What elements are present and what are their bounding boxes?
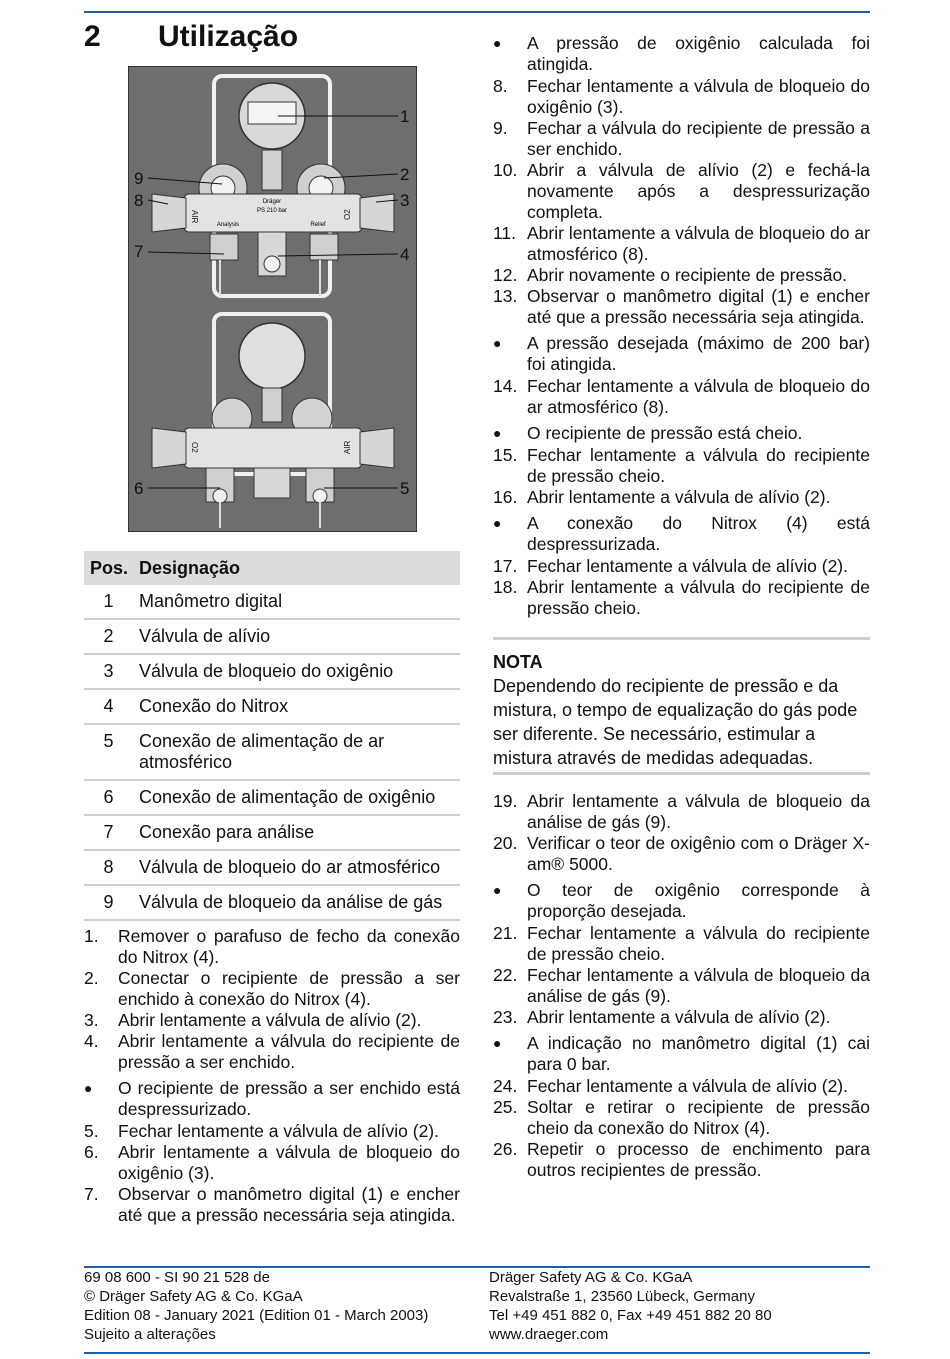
footer-left	[84, 1268, 428, 1344]
callout-6: 6	[134, 479, 144, 498]
right-column	[493, 28, 870, 1181]
step-text: Fechar a válvula do recipiente de pressão a ser enchido.	[527, 118, 870, 159]
step-text: Remover o parafuso de fecho da conexão do Nitrox (4).	[118, 926, 460, 967]
legend-designation: Válvula de bloqueio do ar atmosférico	[133, 850, 460, 885]
figure-brand-label: Dräger	[262, 199, 282, 205]
legend-pos: 7	[84, 815, 133, 850]
legend-table	[84, 551, 460, 921]
step-text: O recipiente de pressão está cheio.	[527, 423, 803, 443]
step-text: Abrir lentamente a válvula de alívio (2).	[118, 1010, 422, 1030]
step-text: Abrir lentamente a válvula de bloqueio do oxigênio (3).	[118, 1142, 460, 1183]
step-item	[84, 1010, 460, 1031]
callout-7: 7	[134, 242, 144, 261]
legend-pos: 8	[84, 850, 133, 885]
step-item	[493, 923, 870, 965]
footer-left-line: Edition 08 - January 2021 (Edition 01 - March 2003)	[84, 1307, 429, 1324]
figure-model-label: PS 210 bar	[256, 208, 288, 214]
step-item	[493, 265, 870, 286]
legend-pos: 4	[84, 689, 133, 724]
footer-right	[489, 1268, 772, 1344]
step-item	[493, 833, 870, 875]
step-text: Repetir o processo de enchimento para outros recipientes de pressão.	[527, 1139, 870, 1180]
legend-designation: Válvula de bloqueio da análise de gás	[133, 885, 460, 920]
legend-row	[84, 850, 460, 885]
step-item	[84, 1142, 460, 1184]
step-text: Abrir lentamente a válvula do recipiente de pressão cheio.	[527, 577, 870, 618]
step-number: 2.	[84, 968, 99, 988]
step-text: Abrir lentamente a válvula de alívio (2).	[527, 1007, 831, 1027]
step-item	[84, 1031, 460, 1073]
step-text: Abrir lentamente a válvula do recipiente de pressão a ser enchido.	[118, 1031, 460, 1072]
legend-pos: 5	[84, 724, 133, 780]
result-bullet-item	[493, 33, 870, 75]
legend-designation: Conexão do Nitrox	[133, 689, 460, 724]
footer-right-line: Dräger Safety AG & Co. KGaA	[489, 1269, 693, 1286]
result-bullet-item	[493, 423, 870, 444]
step-number: 4.	[84, 1031, 99, 1051]
step-item	[493, 577, 870, 619]
result-bullet-item	[493, 333, 870, 375]
step-number: 6.	[84, 1142, 99, 1162]
legend-row	[84, 689, 460, 724]
step-number: 20.	[493, 833, 518, 853]
result-bullet-item	[493, 880, 870, 922]
figure-air-label-upper: AIR	[190, 210, 199, 224]
legend-designation: Conexão de alimentação de ar atmosférico	[133, 724, 460, 780]
step-number: 23.	[493, 1007, 518, 1027]
legend-row	[84, 885, 460, 920]
step-item	[84, 1121, 460, 1142]
footer-right-line: Tel +49 451 882 0, Fax +49 451 882 20 80	[489, 1307, 772, 1324]
step-text: Fechar lentamente a válvula de alívio (2).	[118, 1121, 439, 1141]
legend-header-row	[84, 551, 460, 585]
step-text: Fechar lentamente a válvula de bloqueio do oxigênio (3).	[527, 76, 870, 117]
note-title: NOTA	[493, 652, 543, 672]
step-number: 8.	[493, 76, 508, 96]
chapter-number: 2	[84, 20, 101, 53]
callout-1: 1	[400, 107, 410, 126]
step-text: Verificar o teor de oxigênio com o Dräger X-am® 5000.	[527, 833, 870, 874]
step-item	[493, 223, 870, 265]
step-number: 12.	[493, 265, 518, 285]
step-number: 10.	[493, 160, 518, 180]
step-text: O recipiente de pressão a ser enchido está despressurizado.	[118, 1078, 460, 1119]
top-rule	[84, 11, 870, 13]
step-number: 17.	[493, 556, 518, 576]
step-number: 5.	[84, 1121, 99, 1141]
steps-left	[84, 926, 460, 1226]
legend-row	[84, 724, 460, 780]
step-number: 7.	[84, 1184, 99, 1204]
note-text: Dependendo do recipiente de pressão e da mistura, o tempo de equalização do gás pode ser diferente. Se necessário, estimular a mistura através de medidas adequadas.	[493, 676, 858, 768]
step-item	[493, 487, 870, 508]
chapter-heading	[84, 20, 460, 66]
step-text: Fechar lentamente a válvula de alívio (2).	[527, 1076, 848, 1096]
result-bullet-item	[493, 513, 870, 555]
legend-pos: 6	[84, 780, 133, 815]
bullet-icon: ●	[493, 1035, 502, 1051]
callout-4: 4	[400, 245, 410, 264]
step-text: A pressão de oxigênio calculada foi atingida.	[527, 33, 870, 74]
step-text: Conectar o recipiente de pressão a ser enchido à conexão do Nitrox (4).	[118, 968, 460, 1009]
bullet-icon: ●	[84, 1080, 93, 1096]
callout-3: 3	[400, 191, 410, 210]
step-text: Fechar lentamente a válvula de bloqueio do ar atmosférico (8).	[527, 376, 870, 417]
figure-relief-label: Relief	[310, 222, 326, 228]
step-number: 9.	[493, 118, 508, 138]
legend-row	[84, 619, 460, 654]
step-text: Abrir a válvula de alívio (2) e fechá-la novamente após a despressurização completa.	[527, 160, 870, 222]
bullet-icon: ●	[493, 35, 502, 51]
legend-body	[84, 585, 460, 920]
bullet-icon: ●	[493, 882, 502, 898]
legend-designation: Conexão para análise	[133, 815, 460, 850]
footer-right-line: Revalstraße 1, 23560 Lübeck, Germany	[489, 1288, 755, 1305]
legend-pos: 3	[84, 654, 133, 689]
figure-o2-label-upper: O2	[343, 209, 352, 220]
step-item	[493, 791, 870, 833]
step-text: Abrir novamente o recipiente de pressão.	[527, 265, 848, 285]
step-text: Fechar lentamente a válvula do recipiente de pressão cheio.	[527, 445, 870, 486]
step-text: Abrir lentamente a válvula de alívio (2).	[527, 487, 831, 507]
step-text: Abrir lentamente a válvula de bloqueio da análise de gás (9).	[527, 791, 870, 832]
figure-analysis-label: Analysis	[216, 222, 240, 228]
step-text: A conexão do Nitrox (4) está despressurizada.	[527, 513, 870, 554]
step-text: Fechar lentamente a válvula de alívio (2).	[527, 556, 848, 576]
legend-designation: Válvula de bloqueio do oxigênio	[133, 654, 460, 689]
step-number: 1.	[84, 926, 99, 946]
step-item	[493, 965, 870, 1007]
callout-9: 9	[134, 169, 144, 188]
legend-pos: 2	[84, 619, 133, 654]
footer-left-line: Sujeito a alterações	[84, 1326, 216, 1343]
step-item	[493, 1097, 870, 1139]
callout-8: 8	[134, 191, 144, 210]
step-text: A pressão desejada (máximo de 200 bar) foi atingida.	[527, 333, 870, 374]
step-number: 15.	[493, 445, 518, 465]
step-item	[84, 1184, 460, 1226]
bullet-icon: ●	[493, 335, 502, 351]
legend-designation: Conexão de alimentação de oxigênio	[133, 780, 460, 815]
step-text: Observar o manômetro digital (1) e encher até que a pressão necessária seja atingida.	[527, 286, 870, 327]
legend-header-des: Designação	[133, 551, 460, 585]
step-number: 19.	[493, 791, 518, 811]
step-item	[493, 160, 870, 223]
step-item	[84, 926, 460, 968]
legend-row	[84, 780, 460, 815]
footer-website-link[interactable]: www.draeger.com	[489, 1326, 609, 1343]
step-number: 13.	[493, 286, 518, 306]
step-item	[493, 1076, 870, 1097]
step-item	[493, 1007, 870, 1028]
bullet-icon: ●	[493, 515, 502, 531]
step-text: A indicação no manômetro digital (1) cai para 0 bar.	[527, 1033, 870, 1074]
note-box	[493, 637, 870, 775]
step-text: Abrir lentamente a válvula de bloqueio do ar atmosférico (8).	[527, 223, 870, 264]
legend-row	[84, 815, 460, 850]
step-number: 3.	[84, 1010, 99, 1030]
legend-row	[84, 654, 460, 689]
step-number: 22.	[493, 965, 518, 985]
figure-air-label-lower: AIR	[343, 440, 352, 454]
step-item	[493, 445, 870, 487]
step-item	[493, 118, 870, 160]
callout-5: 5	[400, 479, 410, 498]
steps-right-a	[493, 33, 870, 619]
step-text: Fechar lentamente a válvula do recipiente de pressão cheio.	[527, 923, 870, 964]
legend-row	[84, 585, 460, 619]
step-text: Fechar lentamente a válvula de bloqueio da análise de gás (9).	[527, 965, 870, 1006]
step-number: 18.	[493, 577, 518, 597]
footer-left-line: 69 08 600 - SI 90 21 528 de	[84, 1269, 270, 1286]
step-item	[84, 968, 460, 1010]
legend-pos: 9	[84, 885, 133, 920]
step-number: 25.	[493, 1097, 518, 1117]
step-number: 21.	[493, 923, 518, 943]
step-number: 24.	[493, 1076, 518, 1096]
step-item	[493, 286, 870, 328]
step-text: Soltar e retirar o recipiente de pressão cheio da conexão do Nitrox (4).	[527, 1097, 870, 1138]
footer-rule-bottom	[84, 1352, 870, 1354]
step-number: 11.	[493, 223, 517, 243]
equipment-figure	[128, 66, 417, 532]
step-item	[493, 556, 870, 577]
figure-o2-label-lower: O2	[190, 442, 199, 453]
step-item	[493, 376, 870, 418]
legend-designation: Válvula de alívio	[133, 619, 460, 654]
result-bullet-item	[493, 1033, 870, 1075]
step-text: Observar o manômetro digital (1) e encher até que a pressão necessária seja atingida.	[118, 1184, 460, 1225]
result-bullet-item	[84, 1078, 460, 1120]
step-number: 16.	[493, 487, 518, 507]
legend-pos: 1	[84, 585, 133, 619]
step-number: 26.	[493, 1139, 518, 1159]
callout-2: 2	[400, 165, 410, 184]
chapter-title: Utilização	[158, 20, 299, 53]
step-number: 14.	[493, 376, 518, 396]
steps-right-b	[493, 791, 870, 1181]
step-text: O teor de oxigênio corresponde à proporção desejada.	[527, 880, 870, 921]
legend-designation: Manômetro digital	[133, 585, 460, 619]
footer-left-line: © Dräger Safety AG & Co. KGaA	[84, 1288, 303, 1305]
step-item	[493, 1139, 870, 1181]
legend-header-pos: Pos.	[84, 551, 133, 585]
bullet-icon: ●	[493, 425, 502, 441]
step-item	[493, 76, 870, 118]
